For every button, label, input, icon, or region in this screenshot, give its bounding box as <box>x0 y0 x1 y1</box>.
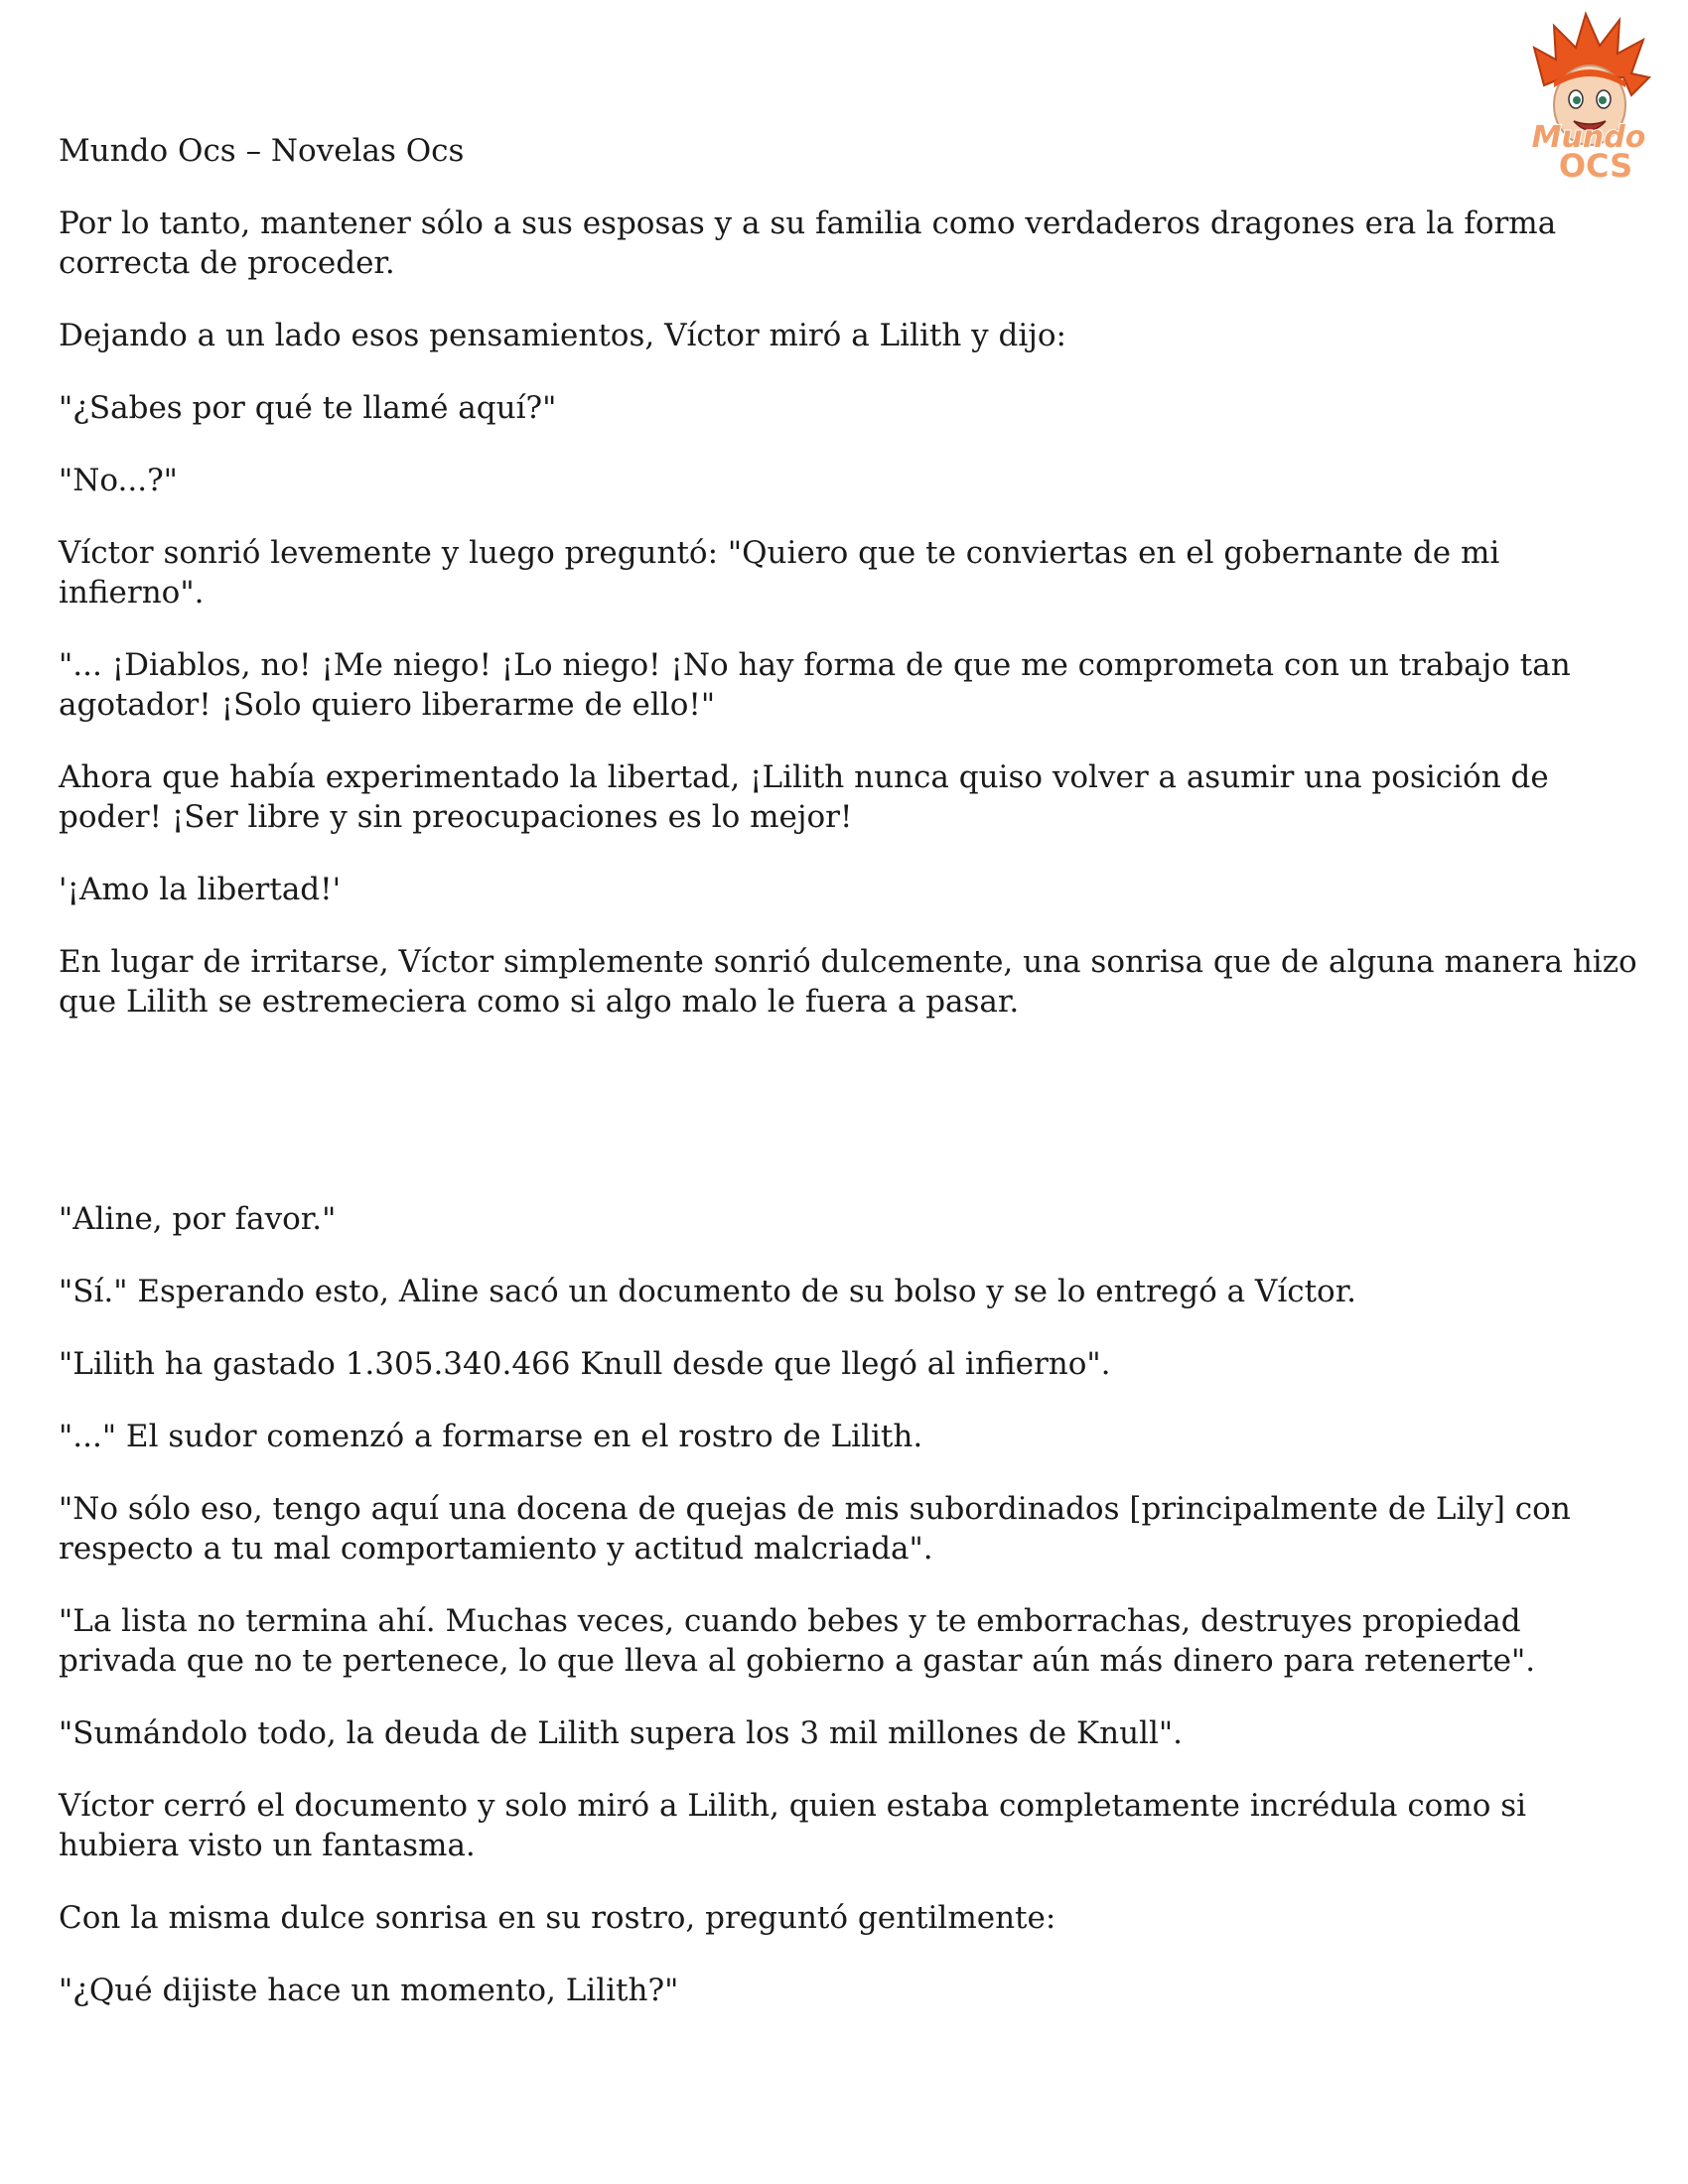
paragraph: Víctor cerró el documento y solo miró a Lilith, quien estaba completamente incrédula como si hubiera visto un fantasma. <box>59 1788 1527 1863</box>
svg-text:Mundo: Mundo <box>1531 120 1646 155</box>
paragraph: "No...?" <box>59 463 178 498</box>
paragraph: "La lista no termina ahí. Muchas veces, cuando bebes y te emborrachas, destruyes propiedad privada que no te pertenece, lo que lleva al gobierno a gastar aún más dinero para retenerte". <box>59 1603 1536 1679</box>
paragraph: "No sólo eso, tengo aquí una docena de quejas de mis subordinados [principalmente de Lily] con respecto a tu mal comportamiento y actitud malcriada". <box>59 1491 1571 1567</box>
paragraph: "Sí." Esperando esto, Aline sacó un documento de su bolso y se lo entregó a Víctor. <box>59 1274 1356 1309</box>
paragraph: En lugar de irritarse, Víctor simplemente sonrió dulcemente, una sonrisa que de alguna manera hizo que Lilith se estremeciera como si algo malo le fuera a pasar. <box>59 944 1637 1020</box>
paragraph: "Lilith ha gastado 1.305.340.466 Knull desde que llegó al infierno". <box>59 1346 1111 1382</box>
paragraph: "Sumándolo todo, la deuda de Lilith supera los 3 mil millones de Knull". <box>59 1715 1183 1751</box>
paragraph: Ahora que había experimentado la libertad, ¡Lilith nunca quiso volver a asumir una posición de poder! ¡Ser libre y sin preocupaciones es lo mejor! <box>59 759 1549 835</box>
paragraph: '¡Amo la libertad!' <box>59 872 342 907</box>
section-after-break <box>59 1199 1647 2010</box>
paragraph: "Aline, por favor." <box>59 1201 337 1237</box>
document-body <box>59 131 1647 2043</box>
paragraph: "¿Qué dijiste hace un momento, Lilith?" <box>59 1973 679 2008</box>
paragraph: "¿Sabes por qué te llamé aquí?" <box>59 390 557 426</box>
paragraph: Dejando a un lado esos pensamientos, Víctor miró a Lilith y dijo: <box>59 318 1066 353</box>
document-header: Mundo Ocs – Novelas Ocs <box>59 133 465 169</box>
paragraph: Con la misma dulce sonrisa en su rostro, preguntó gentilmente: <box>59 1900 1056 1936</box>
svg-text:OCS: OCS <box>1558 147 1633 182</box>
paragraph: "... ¡Diablos, no! ¡Me niego! ¡Lo niego! ¡No hay forma de que me comprometa con un trabajo tan agotador! ¡Solo quiero liberarme de ello!" <box>59 647 1571 723</box>
section-break <box>59 1054 1647 1199</box>
paragraph: Víctor sonrió levemente y luego preguntó: "Quiero que te conviertas en el gobernante de mi infierno". <box>59 535 1500 611</box>
paragraph: "..." El sudor comenzó a formarse en el rostro de Lilith. <box>59 1419 923 1454</box>
section-before-break <box>59 204 1647 1022</box>
paragraph: Por lo tanto, mantener sólo a sus esposas y a su familia como verdaderos dragones era la forma correcta de proceder. <box>59 205 1557 281</box>
